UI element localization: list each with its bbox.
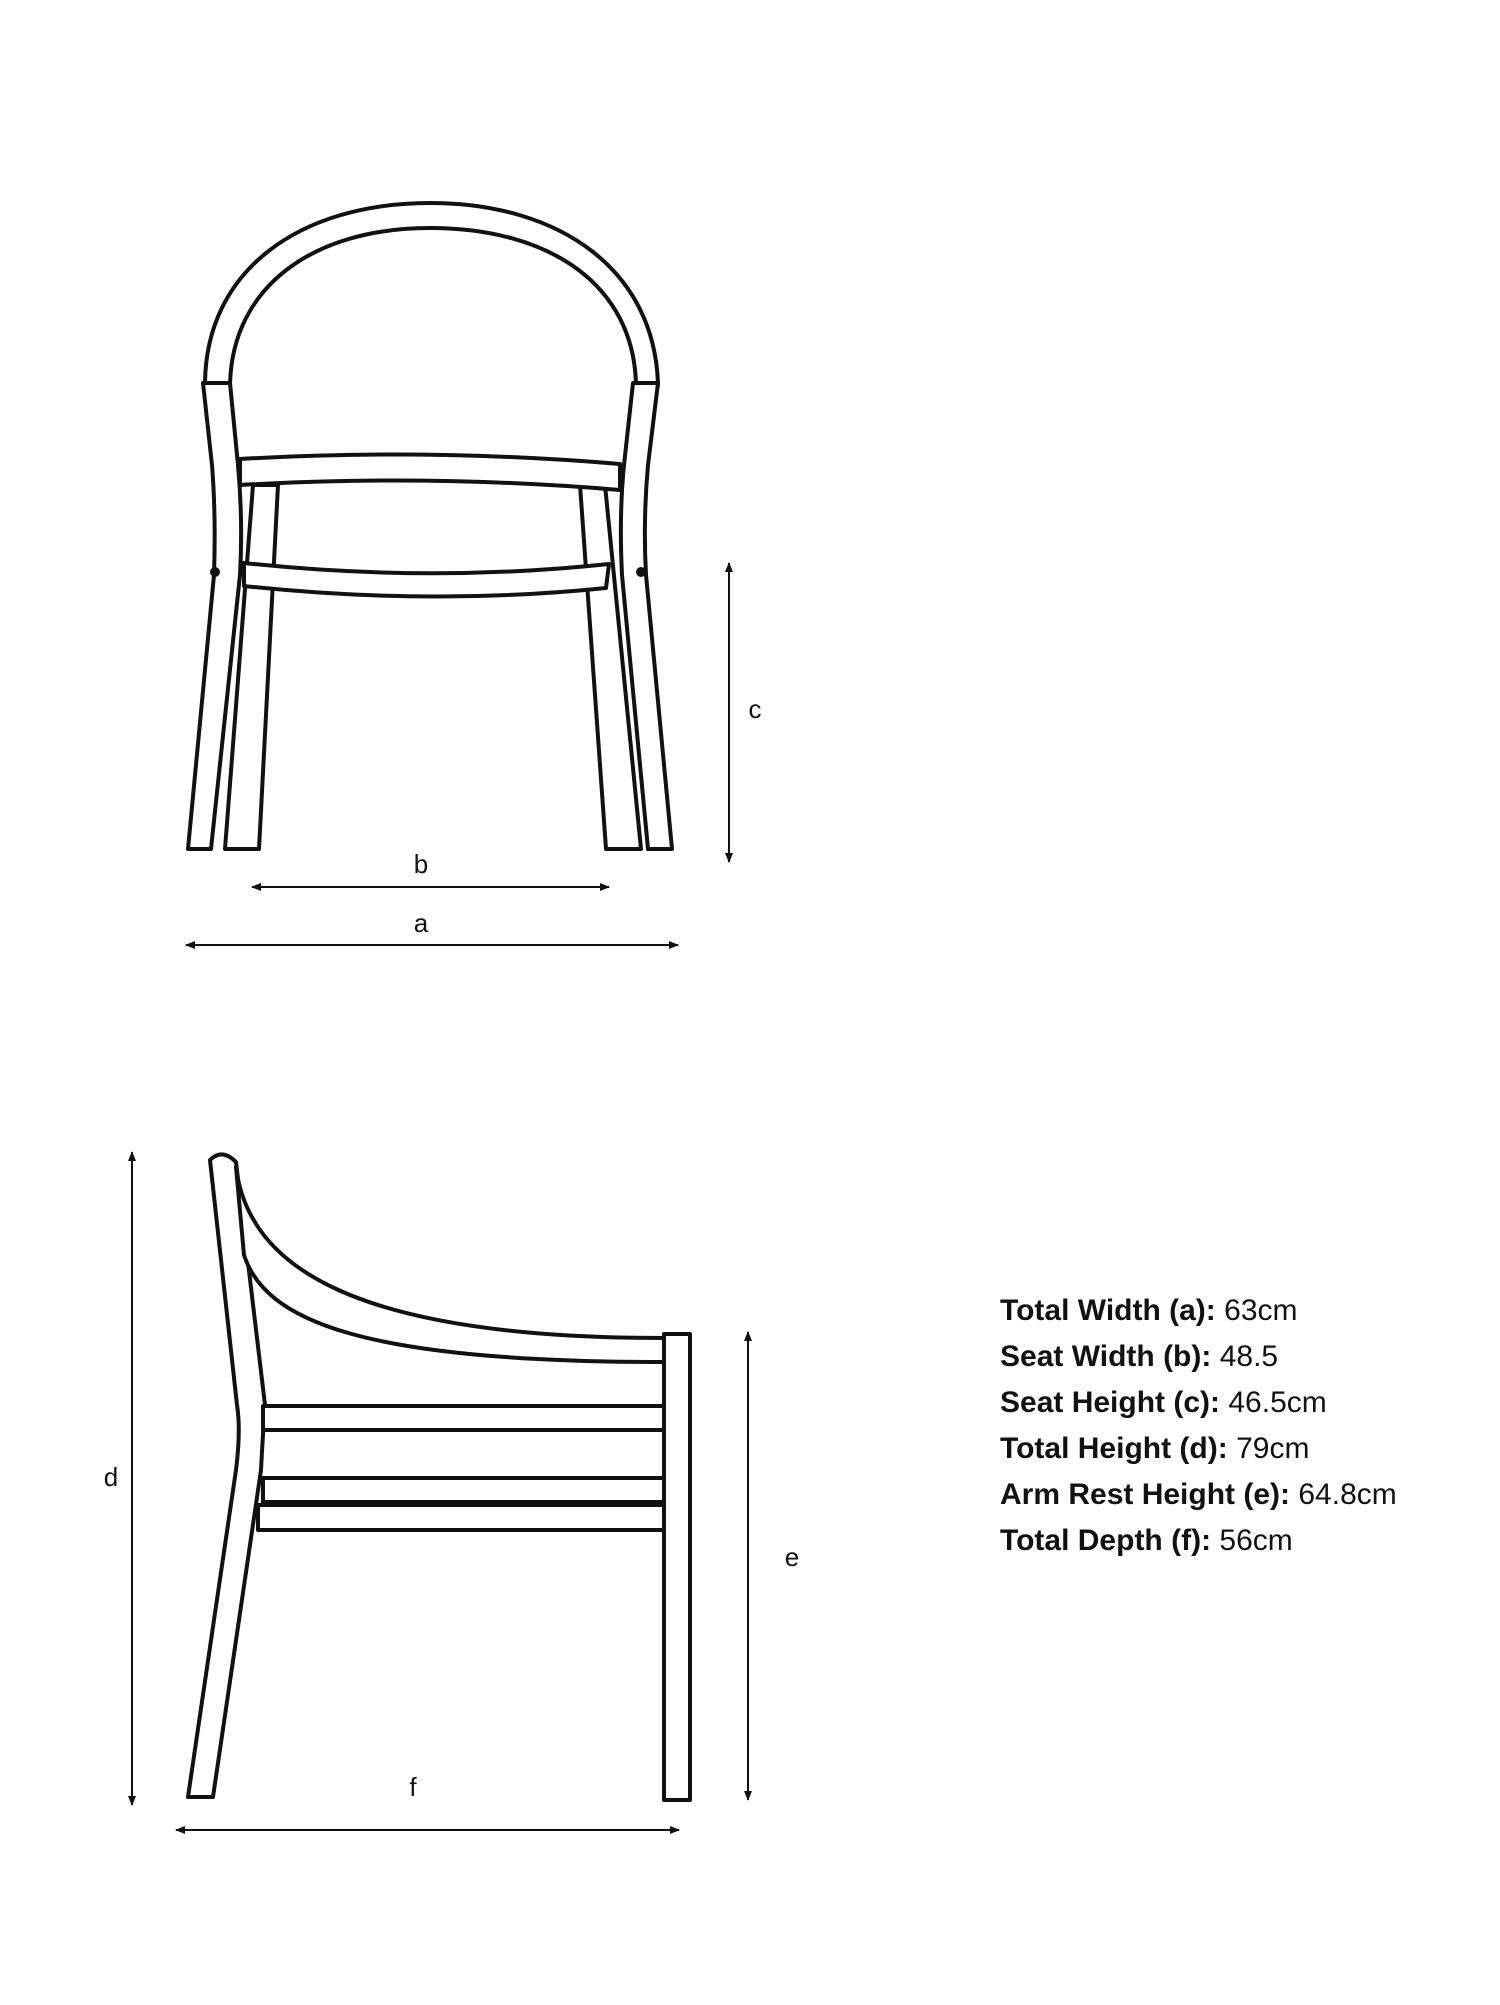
spec-label: Total Width (a): (1000, 1294, 1216, 1327)
spec-value: 56cm (1219, 1524, 1293, 1557)
dim-label-b: b (413, 849, 429, 879)
spec-row-total-depth (1000, 1518, 1480, 1564)
spec-label: Seat Height (c): (1000, 1386, 1221, 1419)
spec-value: 79cm (1236, 1432, 1310, 1465)
spec-value: 46.5cm (1228, 1386, 1327, 1419)
spec-row-arm-rest-height (1000, 1472, 1480, 1518)
front-bolt-left (210, 567, 220, 577)
spec-label: Total Depth (f): (1000, 1524, 1212, 1557)
front-bolt-right (636, 567, 646, 577)
front-lower-rail (244, 563, 609, 597)
spec-label: Arm Rest Height (e): (1000, 1478, 1291, 1511)
side-view (188, 1154, 690, 1800)
front-view (188, 203, 672, 849)
dimension-spec-list (1000, 1288, 1480, 1564)
side-slat-2 (263, 1478, 664, 1502)
side-front-post (664, 1334, 690, 1800)
dim-label-d: d (103, 1462, 119, 1492)
spec-value: 48.5 (1219, 1340, 1279, 1373)
spec-label: Total Height (d): (1000, 1432, 1228, 1465)
side-slat-3 (258, 1505, 664, 1530)
side-armrest (236, 1167, 664, 1362)
spec-value: 64.8cm (1298, 1478, 1397, 1511)
side-slat-1 (263, 1406, 664, 1430)
spec-row-seat-width (1000, 1334, 1480, 1380)
dim-label-a: a (413, 908, 429, 938)
front-back-hoop (205, 203, 658, 385)
spec-row-total-width (1000, 1288, 1480, 1334)
spec-row-seat-height (1000, 1380, 1480, 1426)
dim-label-e: e (784, 1542, 800, 1572)
spec-row-total-height (1000, 1426, 1480, 1472)
dim-label-f: f (409, 1772, 417, 1802)
spec-value: 63cm (1224, 1294, 1298, 1327)
spec-label: Seat Width (b): (1000, 1340, 1212, 1373)
dim-label-c: c (748, 694, 762, 724)
front-seat-rail (240, 455, 620, 490)
